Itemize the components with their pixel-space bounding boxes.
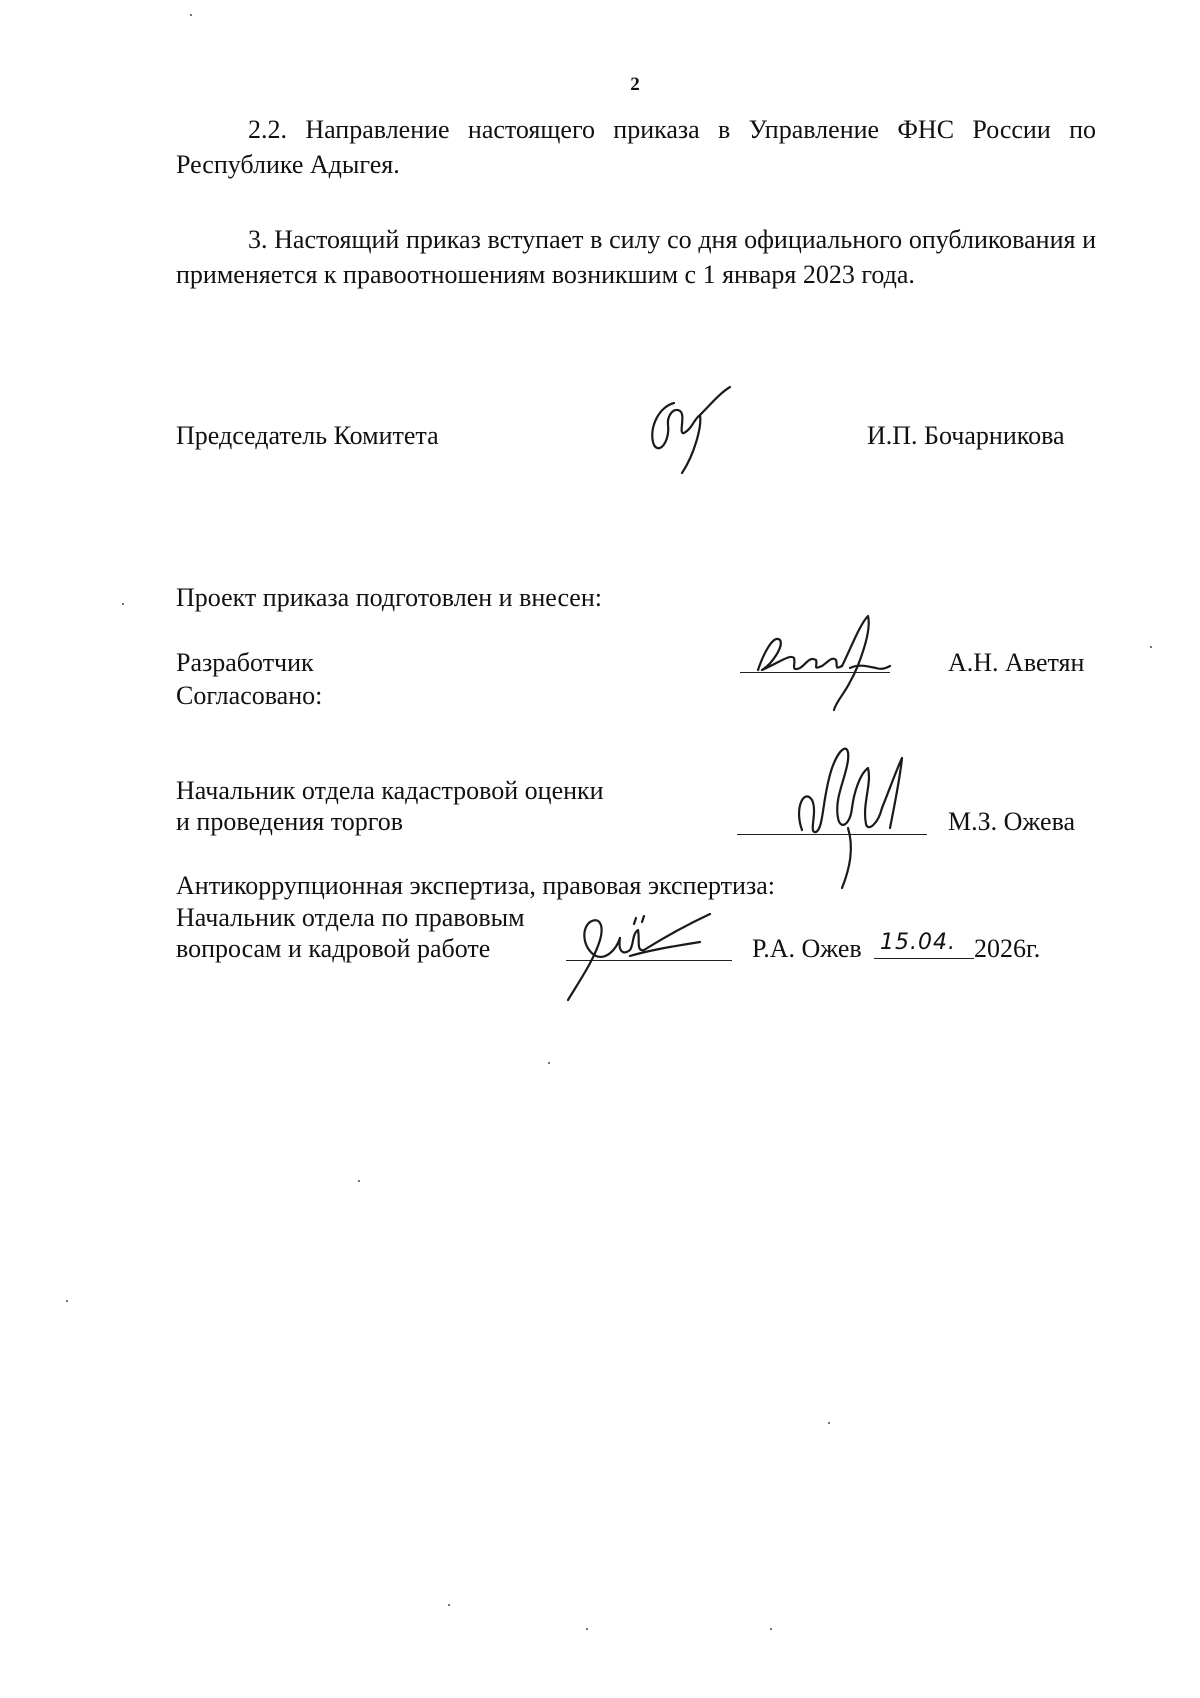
paragraph-2-2: 2.2. Направление настоящего приказа в Управление ФНС России по Республике Адыгея. — [176, 115, 1096, 179]
date-line — [874, 958, 974, 959]
agreed-label: Согласовано: — [176, 681, 323, 710]
scan-speck — [1150, 646, 1152, 648]
scan-speck — [122, 603, 124, 605]
scan-speck — [190, 14, 192, 16]
cadastral-title-line2: и проведения торгов — [176, 807, 404, 836]
expertise-signature — [560, 900, 720, 1010]
chair-title: Председатель Комитета — [176, 421, 439, 450]
date-year: 2026г. — [974, 934, 1041, 963]
cadastral-name: М.З. Ожева — [948, 807, 1076, 836]
developer-label: Разработчик — [176, 648, 314, 677]
expertise-heading: Антикоррупционная экспертиза, правовая экспертиза: — [176, 871, 775, 900]
developer-signature — [750, 612, 900, 712]
scan-speck — [448, 1604, 450, 1606]
expertise-title-line1: Начальник отдела по правовым — [176, 903, 525, 932]
scan-speck — [586, 1628, 588, 1630]
cadastral-title-line1: Начальник отдела кадастровой оценки — [176, 776, 604, 805]
scan-speck — [828, 1422, 830, 1424]
cadastral-signature — [790, 738, 910, 898]
chair-name: И.П. Бочарникова — [867, 421, 1065, 450]
scan-speck — [66, 1300, 68, 1302]
expertise-name: Р.А. Ожев — [752, 934, 862, 963]
scan-speck — [358, 1180, 360, 1182]
page-number: 2 — [630, 74, 640, 95]
handwritten-date: 15.04. — [880, 930, 956, 955]
expertise-title-line2: вопросам и кадровой работе — [176, 934, 491, 963]
developer-name: А.Н. Аветян — [948, 648, 1085, 677]
paragraph-3: 3. Настоящий приказ вступает в силу со дня официального опубликования и применяется к правоотношениям возникшим с 1 января 2023 года. — [176, 225, 1096, 289]
chair-signature — [640, 385, 740, 480]
scan-speck — [770, 1628, 772, 1630]
scan-speck — [548, 1062, 550, 1064]
project-heading: Проект приказа подготовлен и внесен: — [176, 583, 602, 612]
